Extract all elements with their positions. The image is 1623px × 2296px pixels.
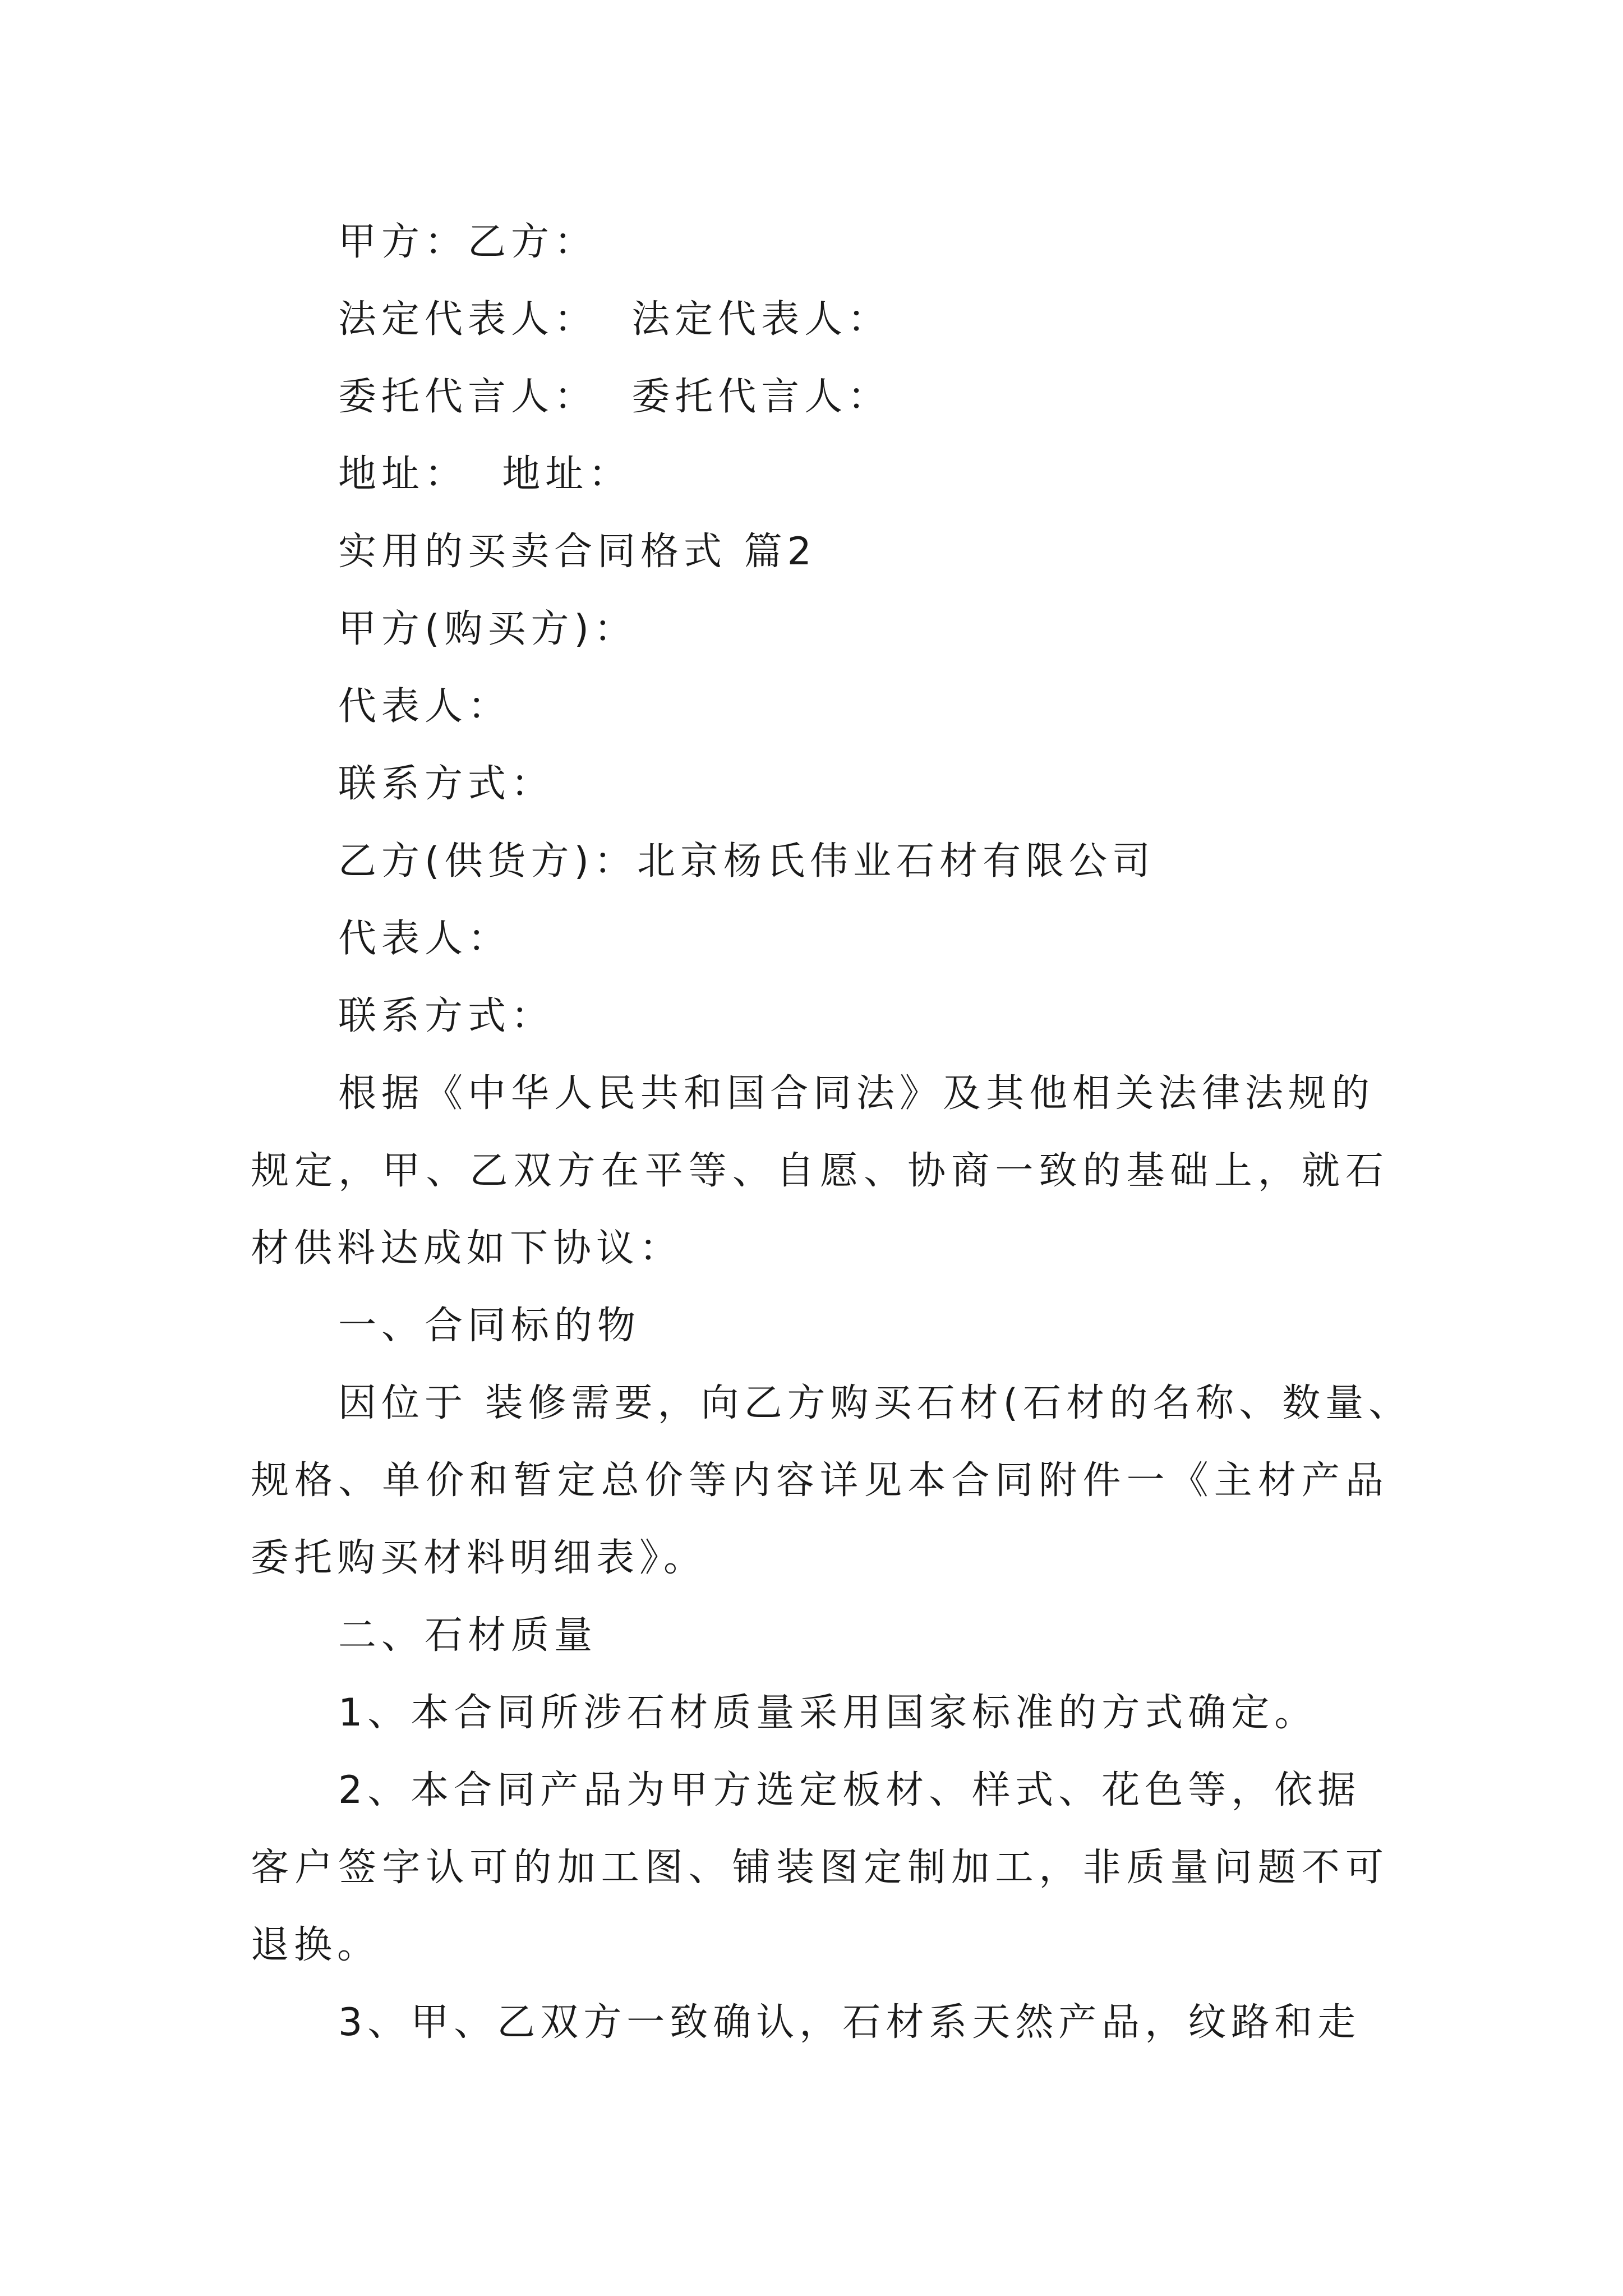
buyer-line: 甲方(购买方)： [338,607,638,651]
supplier-line: 乙方(供货方)：北京杨氏伟业石材有限公司 [338,839,1156,884]
address-line: 地址： 地址： [338,452,632,496]
supplier-representative-line: 代表人： [338,917,511,961]
authorized-agent-line: 委托代言人： 委托代言人： [338,375,891,419]
paragraph-line: 根据《中华人民共和国合同法》及其他相关法律法规的 [338,1071,1375,1116]
legal-representative-line: 法定代表人： 法定代表人： [338,297,891,342]
paragraph-line: 因位于 装修需要，向乙方购买石材(石材的名称、数量、 [338,1381,1412,1425]
clause-heading: 一、合同标的物 [338,1304,641,1348]
clause-heading: 二、石材质量 [338,1613,598,1658]
paragraph-line: 委托购买材料明细表》。 [251,1536,707,1580]
buyer-representative-line: 代表人： [338,684,511,729]
paragraph-line: 2、本合同产品为甲方选定板材、样式、花色等，依据 [338,1768,1361,1812]
paragraph-line: 规定，甲、乙双方在平等、自愿、协商一致的基础上，就石 [251,1149,1384,1193]
paragraph-line: 材供料达成如下协议： [251,1226,683,1271]
paragraph-line: 规格、单价和暂定总价等内容详见本合同附件一《主材产品 [251,1458,1384,1503]
paragraph-line: 1、本合同所涉石材质量采用国家标准的方式确定。 [338,1691,1318,1735]
paragraph-line: 3、甲、乙双方一致确认，石材系天然产品，纹路和走 [338,2000,1361,2045]
section-heading: 实用的买卖合同格式 篇2 [338,530,817,574]
paragraph-line: 退换。 [251,1923,381,1967]
party-a-b-line: 甲方：乙方： [338,220,598,264]
supplier-contact-line: 联系方式： [338,994,555,1038]
paragraph-line: 客户签字认可的加工图、铺装图定制加工，非质量问题不可 [251,1846,1384,1890]
buyer-contact-line: 联系方式： [338,762,555,806]
